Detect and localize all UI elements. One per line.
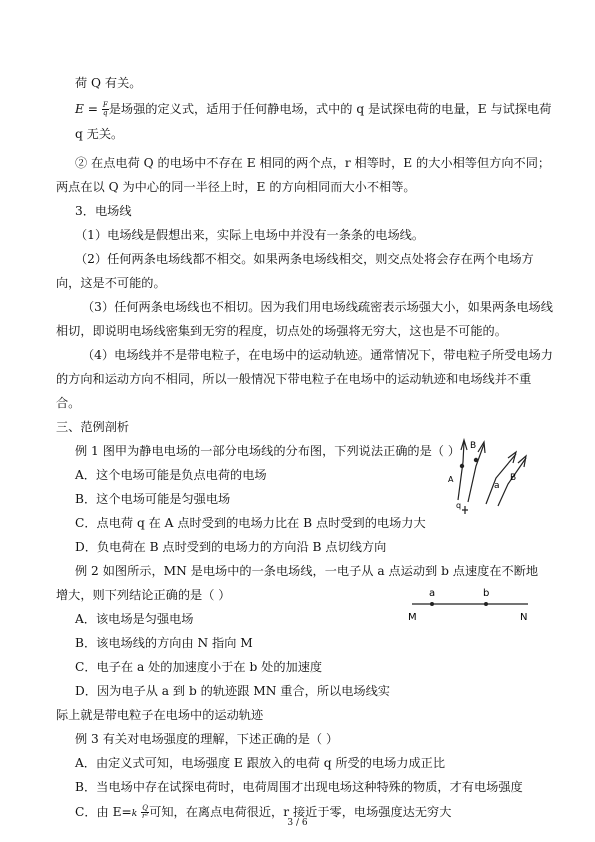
option-B: B．该电场线的方向由 N 指向 M [75, 636, 253, 650]
example-2-question: 例 2 如图所示，MN 是电场中的一条电场线，一电子从 a 点运动到 b 点速度在不断地 [75, 564, 539, 578]
text-span: 可知，在离点电荷很近，r 接近于零，电场强度达无穷大 [149, 805, 452, 819]
example-3-question: 例 3 有关对电场强度的理解，下述正确的是（ ） [75, 732, 339, 746]
figure-label: N [520, 612, 528, 623]
figure-label: M [408, 612, 417, 623]
option-A: A．这个电场可能是负点电荷的电场 [75, 468, 267, 482]
option-C: C．电子在 a 处的加速度小于在 b 处的加速度 [75, 660, 323, 674]
text-line-formula [75, 101, 551, 117]
page-number: 3 / 6 [287, 818, 308, 828]
text-line: 两点在以 Q 为中心的同一半径上时，E 的方向相同而大小不相等。 [56, 180, 416, 194]
point-marker [460, 464, 464, 468]
text-line: （2）任何两条电场线都不相交。如果两条电场线相交，则交点处将会存在两个电场方 [75, 252, 534, 266]
point-a [430, 602, 434, 606]
field-line [458, 442, 464, 500]
section-heading: 三、范例剖析 [56, 420, 130, 434]
text-line: ② 在点电荷 Q 的电场中不存在 E 相同的两个点，r 相等时，E 的大小相等但方向不同； [75, 156, 551, 170]
text-line: （3）任何两条电场线也不相切。因为我们用电场线疏密表示场强大小，如果两条电场线 [82, 300, 553, 314]
fraction-numerator: Q [142, 804, 148, 812]
fraction-denominator: q [103, 109, 108, 117]
text-line: 荷 Q 有关。 [75, 76, 142, 90]
figure-label: a [494, 481, 500, 491]
charge-marker [462, 506, 468, 514]
formula-E: E = [75, 102, 98, 116]
text-line: 合。 [56, 396, 81, 410]
option-D: D．负电荷在 B 点时受到的电场力的方向沿 B 点切线方向 [75, 540, 387, 554]
figure-label: a [429, 588, 436, 599]
option-D: D．因为电子从 a 到 b 的轨迹跟 MN 重合，所以电场线实 [75, 684, 390, 698]
example-1-question: 例 1 图甲为静电电场的一部分电场线的分布图，下列说法正确的是（ ） [75, 444, 461, 458]
arrow-head [518, 456, 526, 467]
fraction-numerator: F [102, 101, 108, 109]
field-line [468, 444, 484, 502]
text-span: 是场强的定义式，适用于任何静电场，式中的 q 是试探电荷的电量，E 与试探电荷 [108, 102, 552, 116]
text-line: （1）电场线是假想出来，实际上电场中并没有一条条的电场线。 [75, 228, 425, 242]
option-B: B．当电场中存在试探电荷时，电荷周围才出现电场这种特殊的物质，才有电场强度 [75, 780, 523, 794]
figure-label: b [483, 588, 490, 599]
point-marker [474, 458, 478, 462]
fraction-denominator: r² [142, 812, 149, 820]
section-heading: 3．电场线 [75, 204, 132, 218]
text-line: 际上就是带电粒子在电场中的运动轨迹 [56, 708, 264, 722]
text-line: 向，这是不可能的。 [56, 276, 166, 290]
figure-label: A [448, 475, 454, 484]
text-span: C．由 E= [75, 805, 132, 819]
text-line: q 无关。 [75, 127, 124, 141]
formula-k: k [131, 809, 138, 819]
fraction-F-over-q [102, 102, 109, 117]
text-line: 的方向和运动方向不相同，所以一般情况下带电粒子在电场中的运动轨迹和电场线并不重 [56, 372, 532, 386]
option-A: A．由定义式可知，电场强度 E 跟放入的电荷 q 所受的电场力成正比 [75, 756, 446, 770]
figure-line-MN [400, 588, 540, 624]
figure-field-lines [430, 436, 540, 516]
option-B: B．这个电场可能是匀强电场 [75, 492, 231, 506]
point-b [484, 602, 488, 606]
figure-label: B [470, 441, 477, 451]
text-line: （4）电场线并不是带电粒子，在电场中的运动轨迹。通常情况下，带电粒子所受电场力 [82, 348, 553, 362]
figure-label: B [510, 473, 517, 483]
option-A: A．该电场是匀强电场 [75, 612, 194, 626]
option-C: C．点电荷 q 在 A 点时受到的电场力比在 B 点时受到的电场力大 [75, 516, 426, 530]
figure-label: q [456, 501, 462, 510]
text-line: 相切，即说明电场线密集到无穷的程度，切点处的场强将无穷大，这也是不可能的。 [56, 324, 507, 338]
text-line: 增大，则下列结论正确的是（ ） [56, 588, 231, 602]
